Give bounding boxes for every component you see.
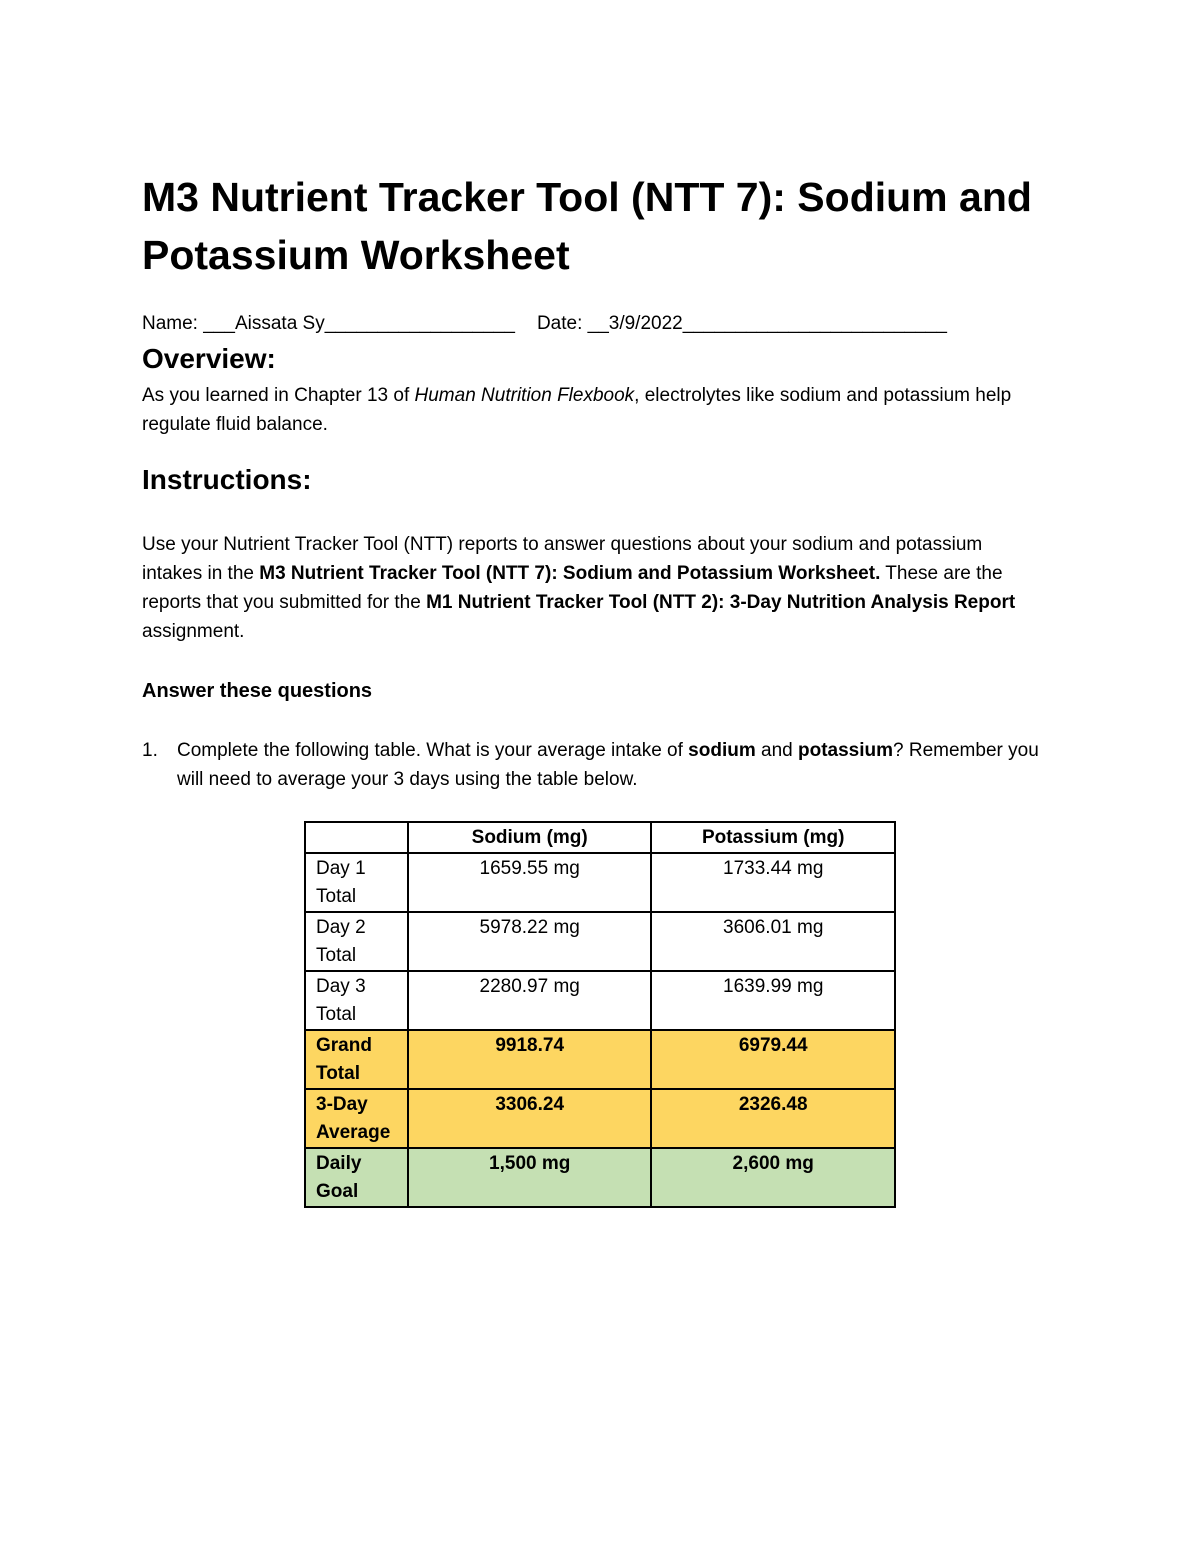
table-row-grand-total	[305, 1030, 895, 1089]
name-label: Name: ___	[142, 313, 235, 334]
questions-heading: Answer these questions	[142, 680, 373, 702]
question-text-part: and	[755, 740, 798, 761]
row-label: Day 1 Total	[305, 853, 408, 912]
name-date-line	[142, 311, 1062, 337]
question-1	[142, 736, 1042, 794]
table-row	[305, 912, 895, 971]
row-label: Day 3 Total	[305, 971, 408, 1030]
header-potassium: Potassium (mg)	[651, 822, 895, 853]
sodium-value: 1,500 mg	[408, 1148, 651, 1207]
date-underline: _________________________	[682, 313, 947, 334]
sodium-value: 3306.24	[408, 1089, 651, 1148]
question-text-part: Complete the following table. What is your average intake of	[177, 740, 689, 761]
table-header-row	[305, 822, 895, 853]
header-sodium: Sodium (mg)	[408, 822, 651, 853]
overview-text	[142, 381, 1042, 439]
question-text-part: ? Remember you will need to average your 3 days using the table below.	[177, 740, 1039, 790]
instructions-text-part: These are the reports that you submitted for the	[142, 563, 1003, 613]
table-row-average	[305, 1089, 895, 1148]
overview-text-part: As you learned in Chapter 13 of	[142, 385, 415, 406]
header-label-cell	[305, 822, 408, 853]
question-text	[177, 736, 1042, 794]
report-name: M1 Nutrient Tracker Tool (NTT 2): 3-Day Nutrition Analysis Report	[426, 592, 1016, 613]
table-row	[305, 971, 895, 1030]
name-value: Aissata Sy	[234, 313, 325, 334]
sodium-value: 1659.55 mg	[408, 853, 651, 912]
overview-heading: Overview:	[142, 343, 276, 374]
sodium-value: 9918.74	[408, 1030, 651, 1089]
row-label: Day 2 Total	[305, 912, 408, 971]
row-label: Daily Goal	[305, 1148, 408, 1207]
page-title: M3 Nutrient Tracker Tool (NTT 7): Sodium and Potassium Worksheet	[142, 174, 1032, 278]
sodium-value: 2280.97 mg	[408, 971, 651, 1030]
potassium-value: 1733.44 mg	[651, 853, 895, 912]
question-number: 1.	[142, 740, 158, 761]
name-underline: __________________	[324, 313, 515, 334]
overview-text-part: , electrolytes like sodium and potassium help regulate fluid balance.	[142, 385, 1012, 435]
table-row-daily-goal	[305, 1148, 895, 1207]
potassium-value: 6979.44	[651, 1030, 895, 1089]
book-title: Human Nutrition Flexbook	[414, 385, 635, 406]
instructions-text-part: assignment.	[142, 621, 245, 642]
instructions-text-part: Use your Nutrient Tracker Tool (NTT) reports to answer questions about your sodium and potassium intakes in the	[142, 534, 983, 584]
potassium-value: 2,600 mg	[651, 1148, 895, 1207]
potassium-value: 1639.99 mg	[651, 971, 895, 1030]
row-label: Grand Total	[305, 1030, 408, 1089]
instructions-text	[142, 530, 1042, 646]
sodium-value: 5978.22 mg	[408, 912, 651, 971]
date-label: Date: __	[536, 313, 609, 334]
instructions-heading: Instructions:	[142, 464, 312, 495]
potassium-value: 3606.01 mg	[651, 912, 895, 971]
date-value: 3/9/2022	[608, 313, 683, 334]
table-row	[305, 853, 895, 912]
worksheet-name: M3 Nutrient Tracker Tool (NTT 7): Sodium and Potassium Worksheet.	[259, 563, 881, 584]
row-label: 3-Day Average	[305, 1089, 408, 1148]
question-bold-sodium: sodium	[688, 740, 756, 761]
potassium-value: 2326.48	[651, 1089, 895, 1148]
nutrient-table	[304, 821, 896, 1208]
question-bold-potassium: potassium	[798, 740, 894, 761]
